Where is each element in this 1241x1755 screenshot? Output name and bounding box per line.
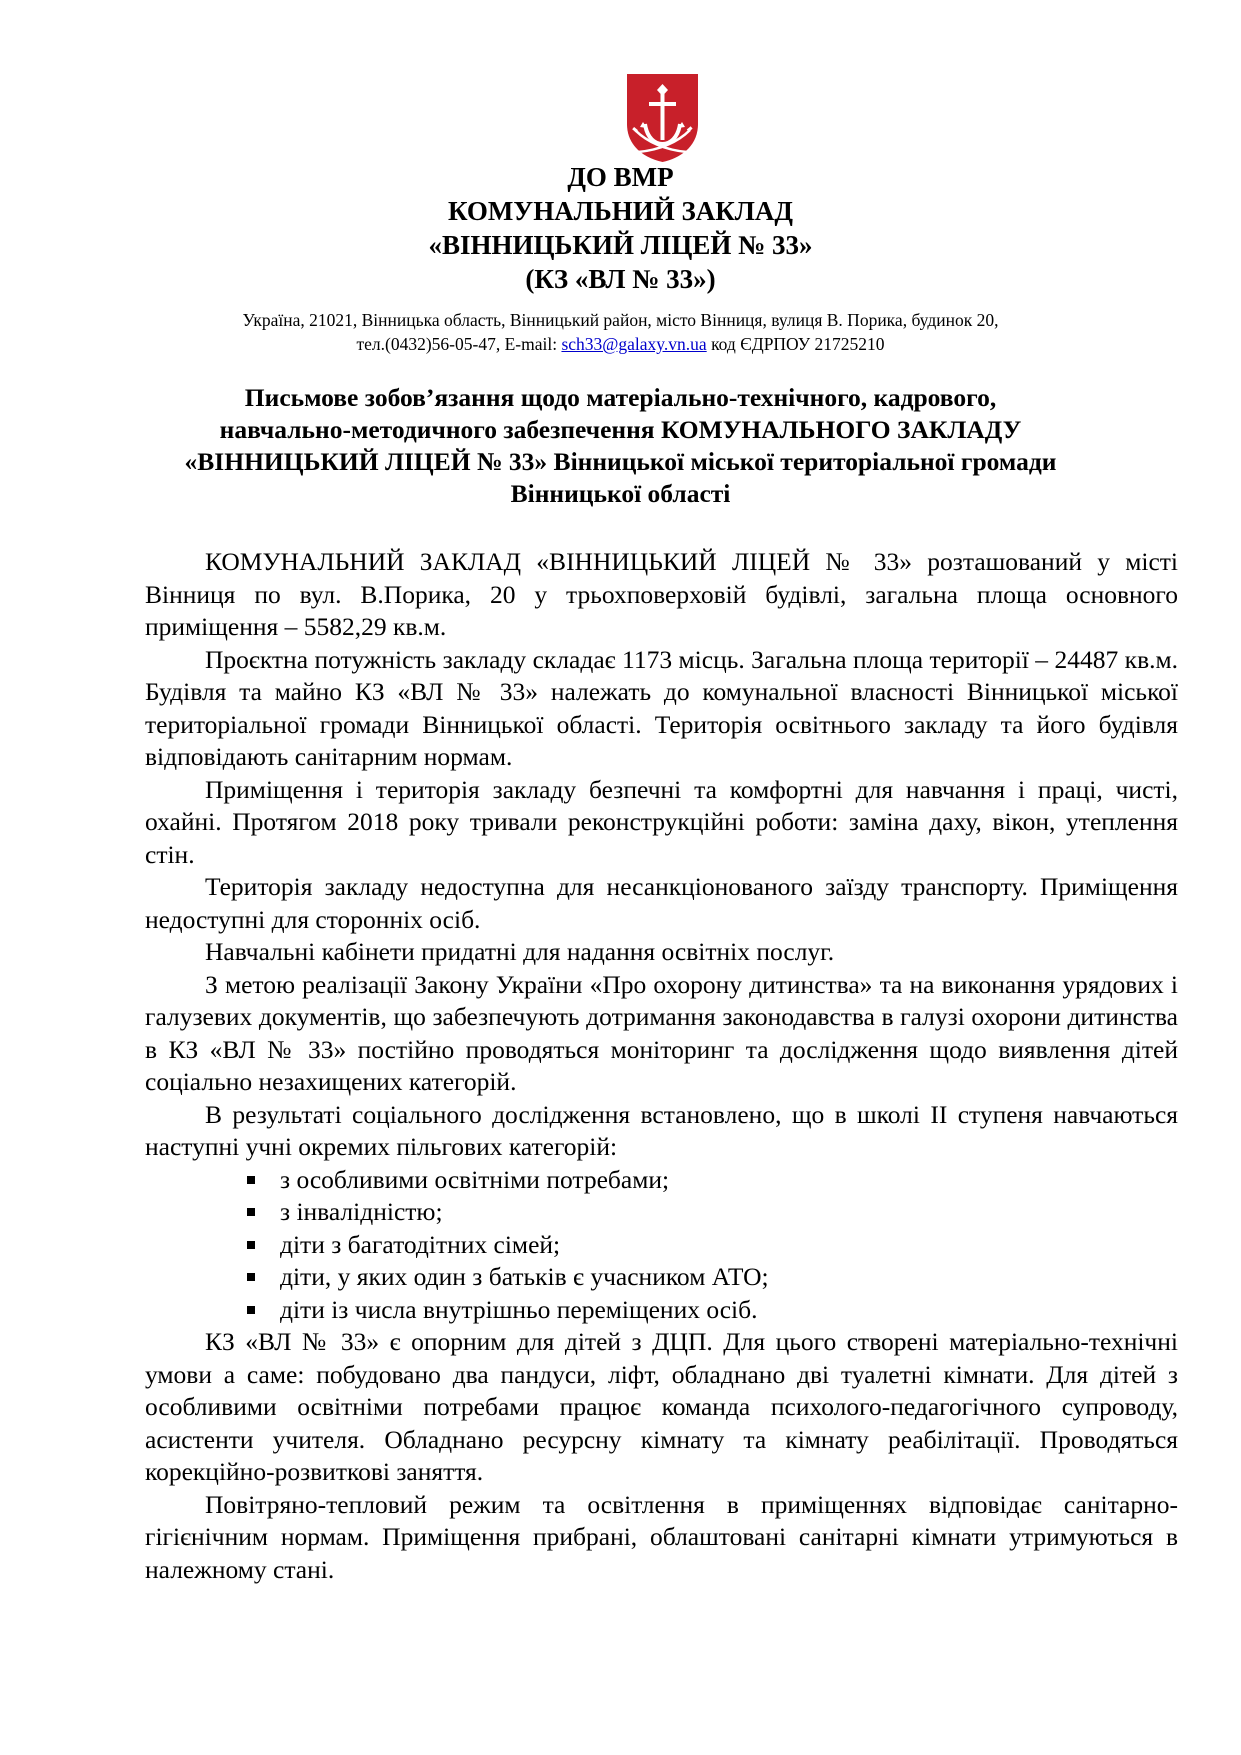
title-line-2: навчально-методичного забезпечення КОМУНАЛЬНОГО ЗАКЛАДУ — [219, 415, 1022, 444]
address-line-1: Україна, 21021, Вінницька область, Вінницький район, місто Вінниця, вулиця В. Порика, будинок 20, — [242, 310, 999, 330]
list-item: діти, у яких один з батьків є учасником АТО; — [145, 1261, 1178, 1294]
paragraph-9: Повітряно-тепловий режим та освітлення в приміщеннях відповідає санітарно-гігієнічним нормам. Приміщення прибрані, облаштовані санітарні кімнати утримуються в належному стані. — [145, 1489, 1178, 1584]
document-title — [140, 382, 1101, 510]
list-item: з інвалідністю; — [145, 1196, 1178, 1229]
institution-address — [150, 308, 1091, 356]
header-line-2: КОМУНАЛЬНИЙ ЗАКЛАД — [448, 196, 793, 226]
document-body — [145, 546, 1178, 1586]
bullet-square-icon — [247, 1176, 255, 1184]
institution-header — [200, 160, 1041, 296]
list-item: діти із числа внутрішньо переміщених осіб. — [145, 1294, 1178, 1327]
categories-list — [145, 1164, 1178, 1327]
paragraph-7: В результаті соціального дослідження встановлено, що в школі ІІ ступеня навчаються наступні учні окремих пільгових категорій: — [145, 1099, 1178, 1161]
paragraph-2: Проєктна потужність закладу складає 1173 місць. Загальна площа території – 24487 кв.м. Будівля та майно КЗ «ВЛ № 33» належать до комунальної власності Вінницької міської територіальної громади Вінницької області. Територія освітнього закладу та його будівля відповідають санітарним нормам. — [145, 644, 1178, 771]
paragraph-5: Навчальні кабінети придатні для надання освітніх послуг. — [205, 937, 835, 966]
bullet-square-icon — [247, 1241, 255, 1249]
list-item: з особливими освітніми потребами; — [145, 1164, 1178, 1197]
address-line-2 — [150, 332, 1091, 356]
phone-text: тел.(0432)56-05-47, E-mail: — [356, 334, 562, 354]
bullet-square-icon — [247, 1273, 255, 1281]
paragraph-6: З метою реалізації Закону України «Про охорону дитинства» та на виконання урядових і галузевих документів, що забезпечують дотримання законодавства в галузі охорони дитинства в КЗ «ВЛ № 33» постійно проводяться моніторинг та дослідження щодо виявлення дітей соціально незахищених категорій. — [145, 969, 1178, 1096]
header-line-1: ДО ВМР — [567, 162, 674, 192]
header-line-4: (КЗ «ВЛ № 33») — [525, 264, 716, 294]
paragraph-8: КЗ «ВЛ № 33» є опорним для дітей з ДЦП. Для цього створені матеріально-технічні умови а саме: побудовано два пандуси, ліфт, обладнано дві туалетні кімнати. Для дітей з особливими освітніми потребами працює команда психолого-педагогічного супроводу, асистенти учителя. Обладнано ресурсну кімнату та кімнату реабілітації. Проводяться корекційно-розвиткові заняття. — [145, 1327, 1178, 1486]
paragraph-1: КОМУНАЛЬНИЙ ЗАКЛАД «ВІННИЦЬКИЙ ЛІЦЕЙ № 33» розташований у місті Вінниця по вул. В.Порика, 20 у трьохповерховій будівлі, загальна площа основного приміщення – 5582,29 кв.м. — [145, 547, 1178, 641]
header-line-3: «ВІННИЦЬКИЙ ЛІЦЕЙ № 33» — [428, 230, 813, 260]
vinnytsia-coat-of-arms-icon — [625, 72, 700, 164]
paragraph-3: Приміщення і територія закладу безпечні та комфортні для навчання і праці, чисті, охайні. Протягом 2018 року тривали реконструкційні роботи: заміна даху, вікон, утеплення стін. — [145, 774, 1178, 869]
list-item: діти з багатодітних сімей; — [145, 1229, 1178, 1262]
title-line-4: Вінницької області — [510, 479, 731, 508]
paragraph-4: Територія закладу недоступна для несанкціонованого заїзду транспорту. Приміщення недоступні для сторонніх осіб. — [145, 872, 1178, 934]
bullet-square-icon — [247, 1306, 255, 1314]
title-line-1: Письмове зобов’язання щодо матеріально-технічного, кадрового, — [244, 383, 997, 412]
bullet-square-icon — [247, 1208, 255, 1216]
title-line-3: «ВІННИЦЬКИЙ ЛІЦЕЙ № 33» Вінницької міської територіальної громади — [184, 447, 1057, 476]
edrpou-code: код ЄДРПОУ 21725210 — [706, 334, 885, 354]
email-link[interactable]: sch33@galaxy.vn.ua — [561, 334, 707, 354]
